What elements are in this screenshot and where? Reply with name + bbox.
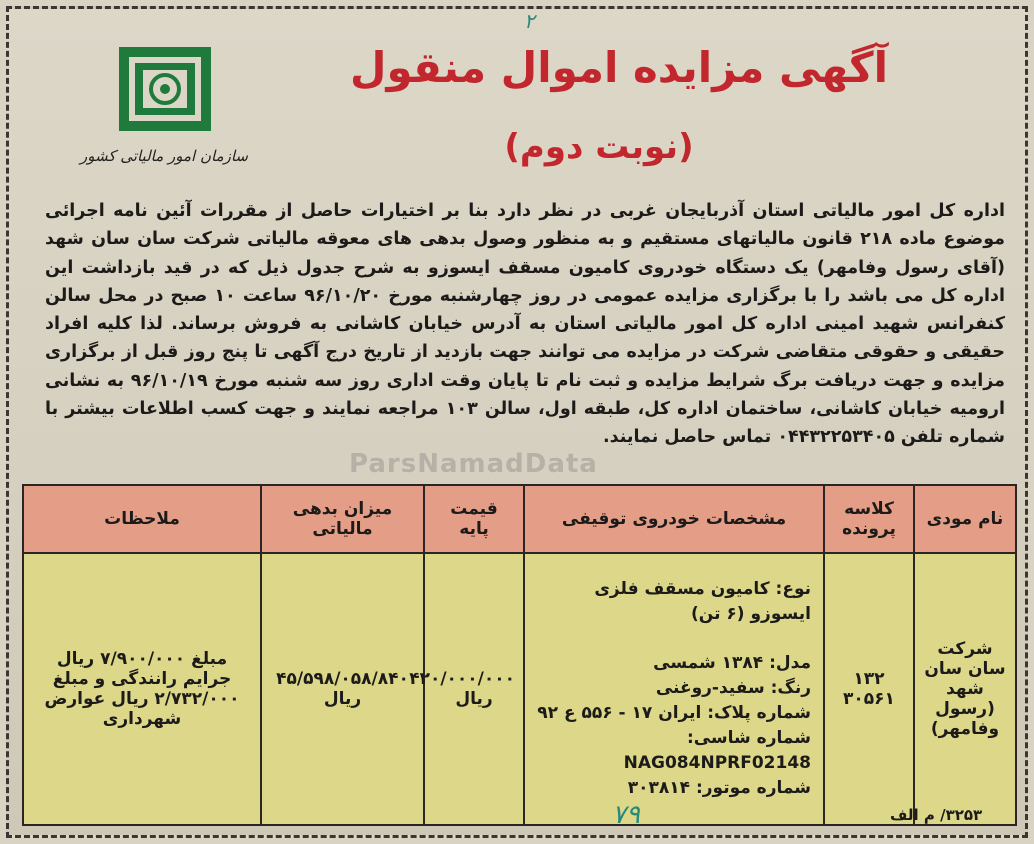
tax-organization-logo xyxy=(109,39,221,139)
notice-title: آگهی مزایده اموال منقول xyxy=(350,43,888,92)
table-row xyxy=(23,553,1016,825)
header-vehicle-spec: مشخصات خودروی توقیفی xyxy=(524,485,824,553)
cell-taxpayer: شرکت سان سان شهد (رسول وفامهر) xyxy=(914,553,1016,825)
organization-name: سازمان امور مالیاتی کشور xyxy=(80,147,248,165)
cell-vehicle-spec xyxy=(524,553,824,825)
cell-base-price: ۴۲۰/۰۰۰/۰۰۰ ریال xyxy=(424,553,524,825)
body-lead: اداره کل امور مالیاتی استان آذربایجان غربی xyxy=(609,201,1005,221)
handwritten-mark-top: ۲ xyxy=(524,9,535,33)
spec-plate: شماره پلاک: ایران ۱۷ - ۵۵۶ ع ۹۲ xyxy=(537,703,811,723)
notice-subtitle: (نوبت دوم) xyxy=(504,127,694,167)
header-file-class: کلاسه پرونده xyxy=(824,485,914,553)
watermark: ParsNamadData xyxy=(349,449,598,479)
table-header-row xyxy=(23,485,1016,553)
spec-chassis: شماره شاسی: NAG084NPRF02148 xyxy=(623,728,811,773)
header-tax-debt: میزان بدهی مالیاتی xyxy=(261,485,424,553)
handwritten-mark-bottom: ۷۹ xyxy=(612,800,640,830)
header-base-price: قیمت پایه xyxy=(424,485,524,553)
header-taxpayer: نام مودی xyxy=(914,485,1016,553)
spec-model: مدل: ۱۳۸۴ شمسی xyxy=(653,653,811,673)
body-text: در نظر دارد بنا بر اختیارات حاصل از مقررات آئین نامه اجرائی موضوع ماده ۲۱۸ قانون مالیاتهای مستقیم و به منظور وصول بدهی های معوقه مالیاتی شرکت سان سان شهد (آقای رسول وفامهر) یک دستگاه خودروی کامیون مسقف ایسوزو به شرح جدول ذیل که در قید بازداشت این اداره کل می باشد را با برگزاری مزایده عمومی در روز چهارشنبه مورخ ۹۶/۱۰/۲۰ ساعت ۱۰ صبح در محل سالن کنفرانس شهید امینی اداره کل امور مالیاتی استان به آدرس خیابان کاشانی به فروش برساند. لذا کلیه افراد حقیقی و حقوقی متقاضی شرکت در مزایده می توانند جهت بازدید از تاریخ درج آگهی تا پنج روز قبل از برگزاری مزایده و جهت دریافت برگ شرایط مزایده و ثبت نام تا پایان وقت اداری روز سه شنبه مورخ ۹۶/۱۰/۱۹ به نشانی ارومیه خیابان کاشانی، ساختمان اداره کل، طبقه اول، سالن ۱۰۳ مراجعه نمایند و جهت کسب اطلاعات بیشتر با شماره تلفن ۰۴۴۳۲۲۵۳۴۰۵ تماس حاصل نمایند. xyxy=(45,201,1006,448)
cell-file-class: ۱۳۲ ۳۰۵۶۱ xyxy=(824,553,914,825)
spec-type: نوع: کامیون مسقف فلزی ایسوزو (۶ تن) xyxy=(594,579,811,624)
cell-remarks: مبلغ ۷/۹۰۰/۰۰۰ ریال جرایم رانندگی و مبلغ ۲/۷۳۲/۰۰۰ ریال عوارض شهرداری xyxy=(23,553,261,825)
notice-body xyxy=(45,197,1005,452)
footer-code: ۳۲۵۳/ م الف xyxy=(890,806,983,824)
auction-table xyxy=(22,484,1017,826)
cell-tax-debt: ۴۵/۵۹۸/۰۵۸/۸۴۰ ریال xyxy=(261,553,424,825)
header-remarks: ملاحظات xyxy=(23,485,261,553)
spec-engine: شماره موتور: ۳۰۳۸۱۴ xyxy=(627,778,811,798)
spec-color: رنگ: سفید-روغنی xyxy=(655,678,811,698)
